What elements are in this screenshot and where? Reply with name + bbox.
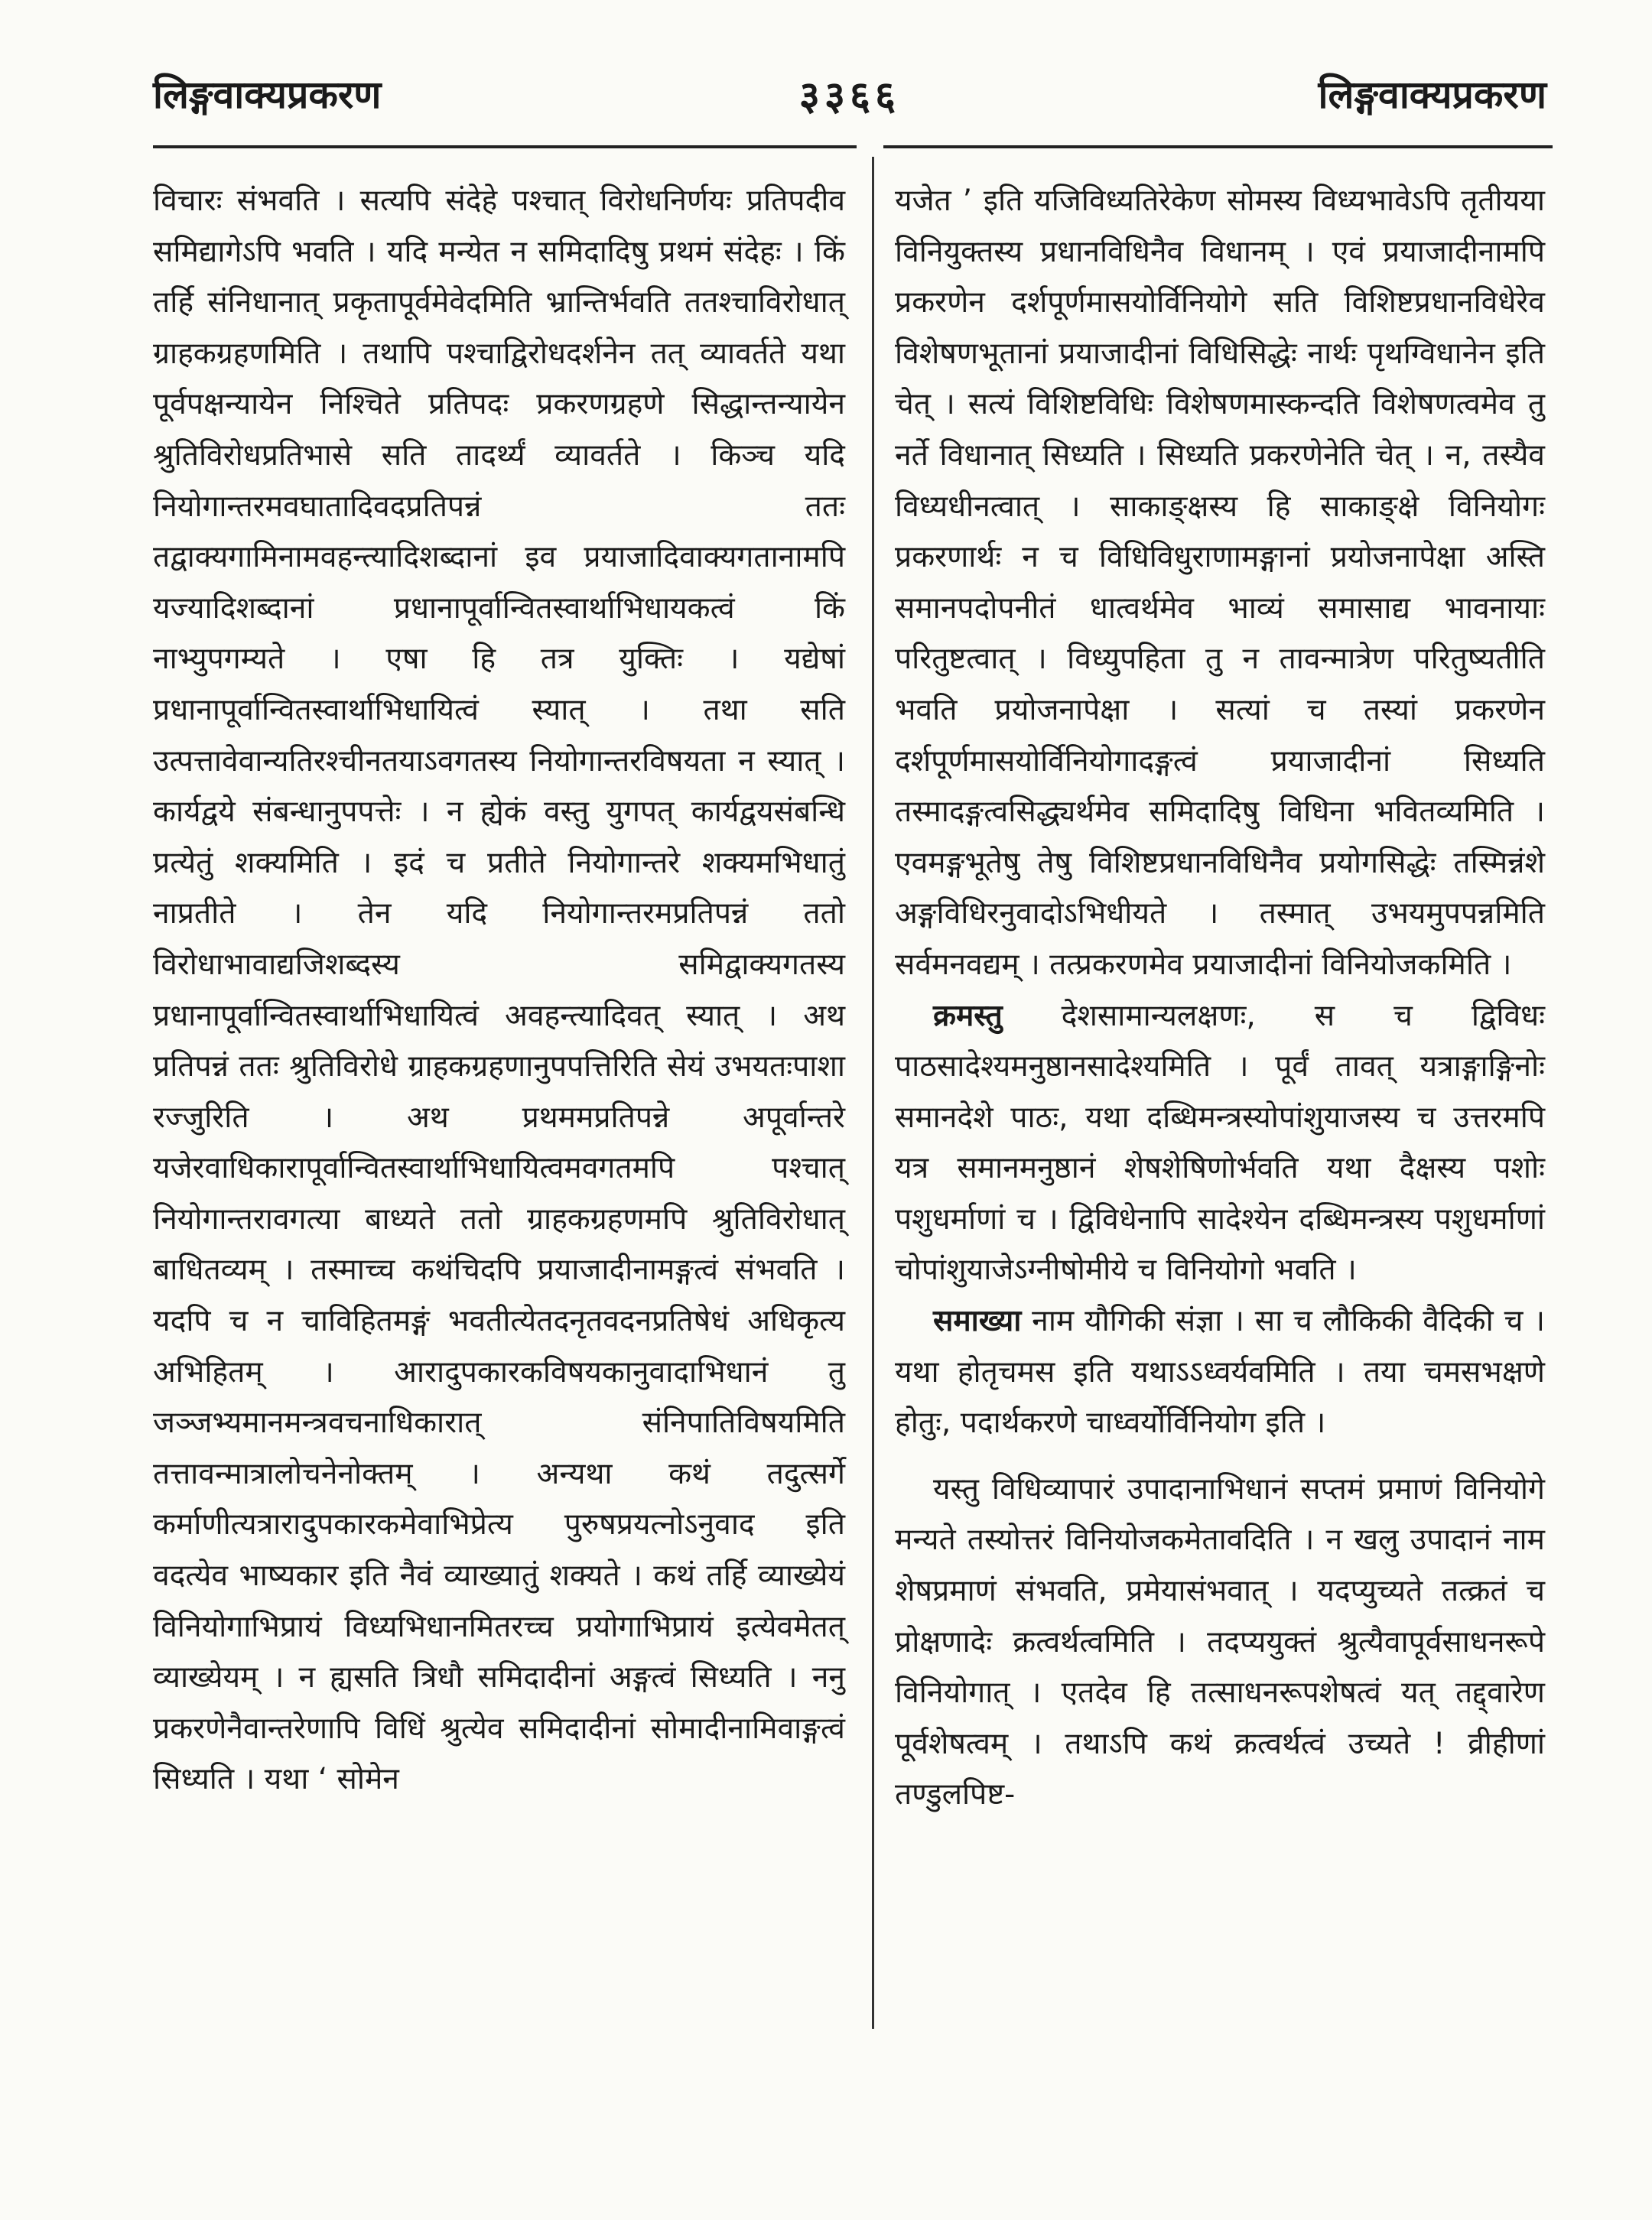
left-paragraph-1: विचारः संभवति । सत्यपि संदेहे पश्चात् विरोधनिर्णयः प्रतिपदीव समिद्यागेऽपि भवति । यदि मन्येत न समिदादिषु प्रथमं संदेहः । किं तर्हि संनिधानात् प्रकृतापूर्वमेवेदमिति भ्रान्तिर्भवति ततश्चाविरोधात् ग्राहकग्रहणमिति । तथापि पश्चाद्विरोधदर्शनेन तत् व्यावर्तते यथा पूर्वपक्षन्यायेन निश्चिते प्रतिपदः प्रकरणग्रहणे सिद्धान्तन्यायेन श्रुतिविरोधप्रतिभासे सति तादर्थ्यं व्यावर्तते । किञ्च यदि नियोगान्तरमवघातादिवदप्रतिपन्नं ततः तद्वाक्यगामिनामवहन्त्यादिशब्दानां इव प्रयाजादिवाक्यगतानामपि यज्यादिशब्दानां प्रधानापूर्वान्वितस्वार्थाभिधायकत्वं किं नाभ्युपगम्यते । एषा हि तत्र युक्तिः । यद्येषां प्रधानापूर्वान्वितस्वार्थाभिधायित्वं स्यात् । तथा सति उत्पत्तावेवान्यतिरश्चीनतयाऽवगतस्य नियोगान्तरविषयता न स्यात् । कार्यद्वये संबन्धानुपपत्तेः । न ह्येकं वस्तु युगपत् कार्यद्वयसंबन्धि प्रत्येतुं शक्यमिति । इदं च प्रतीते नियोगान्तरे शक्यमभिधातुं नाप्रतीते । तेन यदि नियोगान्तरमप्रतिपन्नं ततो विरोधाभावाद्यजिशब्दस्य समिद्वाक्यगतस्य प्रधानापूर्वान्वितस्वार्थाभिधायित्वं अवहन्त्यादिवत् स्यात् । अथ प्रतिपन्नं ततः श्रुतिविरोधे ग्राहकग्रहणानुपपत्तिरिति सेयं उभयतःपाशा रज्जुरिति । अथ प्रथममप्रतिपन्ने अपूर्वान्तरे यजेरवाधिकारापूर्वान्वितस्वार्थाभिधायित्वमवगतमपि पश्चात् नियोगान्तरावगत्या बाध्यते ततो ग्राहकग्रहणमपि श्रुतिविरोधात् बाधितव्यम् । तस्माच्च कथंचिदपि प्रयाजादीनामङ्गत्वं संभवति । यदपि च न चाविहितमङ्गं भवतीत्येतदनृतवदनप्रतिषेधं अधिकृत्य अभिहितम् । आरादुपकारकविषयकानुवादाभिधानं तु जञ्जभ्यमानमन्त्रवचनाधिकारात् संनिपातिविषयमिति तत्तावन्मात्रालोचनेनोक्तम् । अन्यथा कथं तदुत्सर्गे कर्माणीत्यत्रारादुपकारकमेवाभिप्रेत्य पुरुषप्रयत्नोऽनुवाद इति वदत्येव भाष्यकार इति नैवं व्याख्यातुं शक्यते । कथं तर्हि व्याख्येयं विनियोगाभिप्रायं विध्यभिधानमितरच्च प्रयोगाभिप्रायं इत्येवमेतत् व्याख्येयम् । न ह्यसति त्रिधौ समिदादीनां अङ्गत्वं सिध्यति । ननु प्रकरणेनैवान्तरेणापि विधिं श्रुत्येव समिदादीनां सोमादीनामिवाङ्गत्वं सिध्यति । यथा ‘ सोमेन bbox=[153, 184, 845, 1797]
samakhya-text: नाम यौगिकी संज्ञा । सा च लौकिकी वैदिकी च । यथा होतृचमस इति यथाऽऽध्वर्यवमिति । तया चमसभक्षणे होतुः, पदार्थकरणे चाध्वर्योर्विनियोग इति । bbox=[895, 1304, 1545, 1441]
header-rule-left bbox=[153, 145, 857, 148]
right-paragraph-samakhya bbox=[895, 1296, 1545, 1449]
right-paragraph-4: यस्तु विधिव्यापारं उपादानाभिधानं सप्तमं प्रमाणं विनियोगे मन्यते तस्योत्तरं विनियोजकमेतावदिति । न खलु उपादानं नाम शेषप्रमाणं संभवति, प्रमेयासंभवात् । यदप्युच्यते तत्क्रतं च प्रोक्षणादेः क्रत्वर्थत्वमिति । तदप्ययुक्तं श्रुत्यैवापूर्वसाधनरूपे विनियोगात् । एतदेव हि तत्साधनरूपशेषत्वं यत् तद्द्वारेण पूर्वशेषत्वम् । तथाऽपि कथं क्रत्वर्थत्वं उच्यते ! व्रीहीणां तण्डुलपिष्ट- bbox=[895, 1471, 1545, 1812]
page-number: ३३६६ bbox=[798, 73, 901, 119]
running-title-left: लिङ्गवाक्यप्रकरण bbox=[153, 73, 382, 117]
term-krama: क्रमस्तु bbox=[933, 998, 1003, 1033]
right-paragraph-krama bbox=[895, 991, 1545, 1297]
term-samakhya: समाख्या bbox=[933, 1304, 1022, 1339]
right-column bbox=[895, 176, 1545, 1821]
running-title-right: लिङ्गवाक्यप्रकरण bbox=[1318, 73, 1546, 117]
right-paragraph-1: यजेत ’ इति यजिविध्यतिरेकेण सोमस्य विध्यभावेऽपि तृतीयया विनियुक्तस्य प्रधानविधिनैव विधानम् । एवं प्रयाजादीनामपि प्रकरणेन दर्शपूर्णमासयोर्विनियोगे सति विशिष्टप्रधानविधेरेव विशेषणभूतानां प्रयाजादीनां विधिसिद्धेः नार्थः पृथग्विधानेन इति चेत् । सत्यं विशिष्टविधिः विशेषणमास्कन्दति विशेषणत्वमेव तु नर्ते विधानात् सिध्यति । सिध्यति प्रकरणेनेति चेत् । न, तस्यैव विध्यधीनत्वात् । साकाङ्क्षस्य हि साकाङ्क्षे विनियोगः प्रकरणार्थः न च विधिविधुराणामङ्गानां प्रयोजनापेक्षा अस्ति समानपदोपनीतं धात्वर्थमेव भाव्यं समासाद्य भावनायाः परितुष्टत्वात् । विध्युपहिता तु न तावन्मात्रेण परितुष्यतीति भवति प्रयोजनापेक्षा । सत्यां च तस्यां प्रकरणेन दर्शपूर्णमासयोर्विनियोगादङ्गत्वं प्रयाजादीनां सिध्यति तस्मादङ्गत्वसिद्ध्यर्थमेव समिदादिषु विधिना भवितव्यमिति । एवमङ्गभूतेषु तेषु विशिष्टप्रधानविधिनैव प्रयोगसिद्धेः तस्मिन्नंशे अङ्गविधिरनुवादोऽभिधीयते । तस्मात् उभयमुपपन्नमिति सर्वमनवद्यम् । तत्प्रकरणमेव प्रयाजादीनां विनियोजकमिति । bbox=[895, 184, 1545, 982]
krama-text: देशसामान्यलक्षणः, स च द्विविधः पाठसादेश्यमनुष्ठानसादेश्यमिति । पूर्वं तावत् यत्राङ्गाङ्गिनोः समानदेशे पाठः, यथा दब्धिमन्त्रस्योपांशुयाजस्य च उत्तरमपि यत्र समानमनुष्ठानं शेषशेषिणोर्भवति यथा दैक्षस्य पशोः पशुधर्माणां च । द्विविधेनापि सादेश्येन दब्धिमन्त्रस्य पशुधर्माणां चोपांशुयाजेऽग्नीषोमीये च विनियोगो भवति । bbox=[895, 998, 1545, 1288]
page-header bbox=[153, 67, 1546, 144]
left-column bbox=[153, 176, 845, 1806]
column-divider bbox=[872, 157, 874, 2029]
header-rule-right bbox=[883, 145, 1553, 148]
